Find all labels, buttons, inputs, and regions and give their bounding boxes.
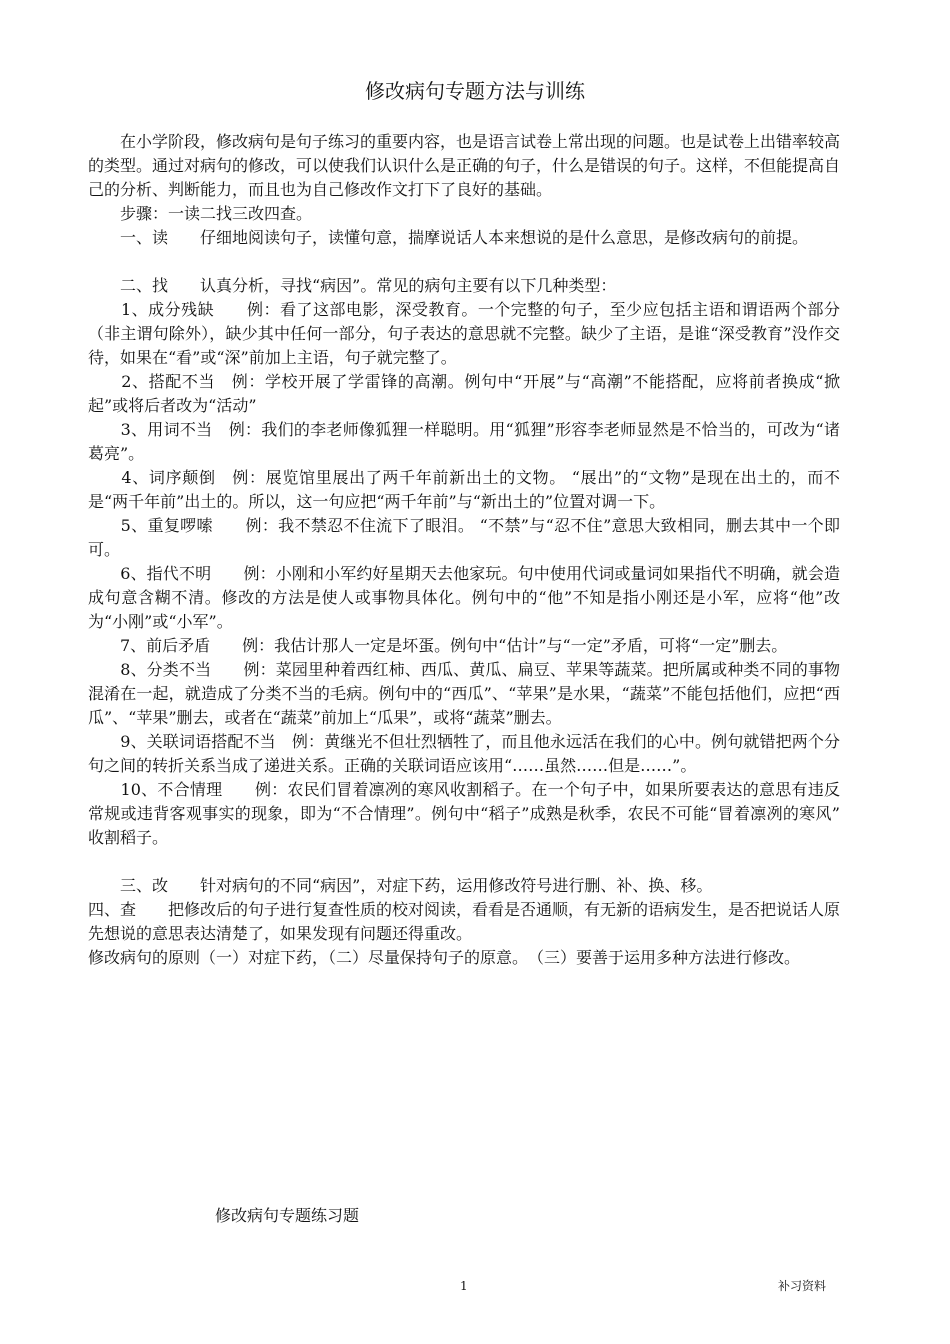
find-step-paragraph: 二、找 认真分析，寻找“病因”。常见的病句主要有以下几种类型： <box>88 276 617 295</box>
error-type-3: 3、用词不当 例：我们的李老师像狐狸一样聪明。用“狐狸”形容李老师显然是不恰当的，可改为“诸葛亮”。 <box>88 420 840 463</box>
check-step-paragraph: 四、查 把修改后的句子进行复查性质的校对阅读，看看是否通顺，有无新的语病发生，是否把说话人原先想说的意思表达清楚了，如果发现有问题还得重改。 <box>88 900 841 943</box>
error-type-6: 6、指代不明 例：小刚和小军约好星期天去他家玩。句中使用代词或量词如果指代不明确，就会造成句意含糊不清。修改的方法是使人或事物具体化。例句中的“他”不知是指小刚还是小军，应将“他”改为“小刚”或“小军”。 <box>88 564 840 631</box>
error-type-7: 7、前后矛盾 例：我估计那人一定是坏蛋。例句中“估计”与“一定”矛盾，可将“一定”删去。 <box>88 636 788 655</box>
blank-line <box>88 850 840 874</box>
intro-paragraph: 在小学阶段，修改病句是句子练习的重要内容，也是语言试卷上常出现的问题。也是试卷上出错率较高的类型。通过对病句的修改，可以使我们认识什么是正确的句子，什么是错误的句子。这样，不但能提高自己的分析、判断能力，而且也为自己修改作文打下了良好的基础。 <box>88 132 841 199</box>
error-type-9: 9、关联词语搭配不当 例：黄继光不但壮烈牺牲了，而且他永远活在我们的心中。例句就错把两个分句之间的转折关系当成了递进关系。正确的关联词语应该用“……虽然……但是……”。 <box>88 732 840 775</box>
steps-paragraph: 步骤：一读二找三改四查。 <box>88 204 313 223</box>
error-type-4: 4、词序颠倒 例：展览馆里展出了两千年前新出土的文物。 “展出”的“文物”是现在出土的，而不是“两千年前”出土的。所以，这一句应把“两千年前”与“新出土的”位置对调一下。 <box>88 468 840 511</box>
error-type-2: 2、搭配不当 例：学校开展了学雷锋的高潮。例句中“开展”与“高潮”不能搭配，应将前者换成“掀起”或将后者改为“活动” <box>88 372 840 415</box>
error-type-1: 1、成分残缺 例：看了这部电影，深受教育。一个完整的句子，至少应包括主语和谓语两个部分（非主谓句除外），缺少其中任何一部分，句子表达的意思就不完整。缺少了主语，是谁“深受教育”没作交待，如果在“看”或“深”前加上主语，句子就完整了。 <box>88 300 840 367</box>
error-type-10: 10、不合情理 例：农民们冒着凛冽的寒风收割稻子。在一个句子中，如果所要表达的意思有违反常规或违背客观事实的现象，即为“不合情理”。例句中“稻子”成熟是秋季，农民不可能“冒着凛冽的寒风” 收割稻子。 <box>88 780 840 847</box>
document-body <box>88 130 840 970</box>
error-type-5: 5、重复啰嗦 例：我不禁忍不住流下了眼泪。 “不禁”与“忍不住”意思大致相同，删去其中一个即可。 <box>88 516 840 559</box>
document-title: 修改病句专题方法与训练 <box>365 79 585 103</box>
page-number: 1 <box>460 1279 468 1293</box>
principles-paragraph: 修改病句的原则（一）对症下药，（二）尽量保持句子的原意。 （三）要善于运用多种方法进行修改。 <box>88 948 801 967</box>
read-step-paragraph: 一、读 仔细地阅读句子，读懂句意，揣摩说话人本来想说的是什么意思，是修改病句的前提。 <box>88 228 809 247</box>
error-type-8: 8、分类不当 例：菜园里种着西红柿、西瓜、黄瓜、扁豆、苹果等蔬菜。把所属或种类不同的事物混淆在一起，就造成了分类不当的毛病。例句中的“西瓜”、“苹果”是水果，“蔬菜”不能包括他们，应把“西瓜”、“苹果”删去，或者在“蔬菜”前加上“瓜果”，或将“蔬菜”删去。 <box>88 660 840 727</box>
change-step-paragraph: 三、改 针对病句的不同“病因”，对症下药，运用修改符号进行删、补、换、移。 <box>88 876 713 895</box>
footer-note: 补习资料 <box>778 1279 827 1293</box>
exercise-heading: 修改病句专题练习题 <box>215 1206 360 1225</box>
blank-line <box>88 250 840 274</box>
